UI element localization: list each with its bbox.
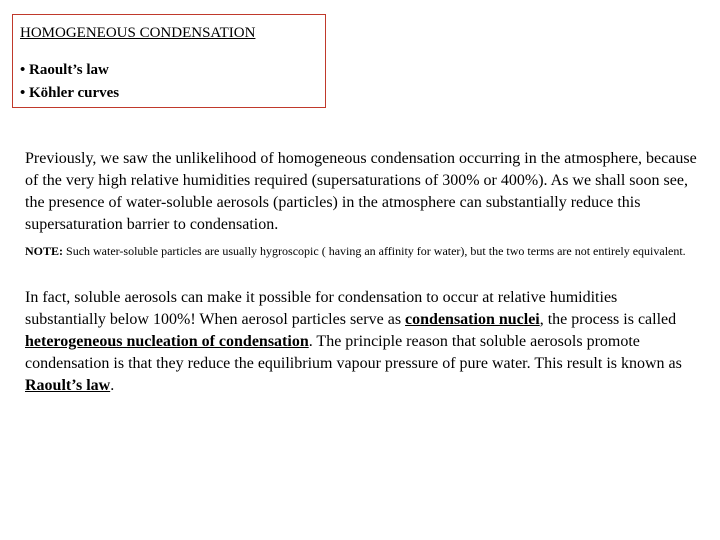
note-text: Such water-soluble particles are usually hygroscopic ( having an affinity for water), but the two terms are not entirely equivalent. [63,244,686,258]
title-box [12,14,326,108]
topic-item-kohler-curves: • Köhler curves [20,85,120,101]
topic-item-raoults-law: • Raoult’s law [20,62,109,78]
explanation-paragraph [25,287,700,397]
explanation-text-3: . The principle reason that soluble aerosols promote condensation is that they reduce the equilibrium vapour pressure of pure water. This result is known as [25,333,682,372]
note-label: NOTE: [25,244,64,258]
topic-list [20,59,325,105]
explanation-text-1: In fact, soluble aerosols can make it possible for condensation to occur at relative humidities substantially below 100%! When aerosol particles serve as [25,289,618,328]
explanation-text-4: . [110,377,115,394]
explanation-text-2: , the process is called [539,311,677,328]
term-condensation-nuclei: condensation nuclei [405,311,540,328]
intro-paragraph: Previously, we saw the unlikelihood of homogeneous condensation occurring in the atmosphere, because of the very high relative humidities required (supersaturations of 300% or 400%). As we shall soon see, the presence of water-soluble aerosols (particles) in the atmosphere can substantially reduce this supersaturation barrier to condensation. [25,150,697,233]
term-heterogeneous-nucleation: heterogeneous nucleation of condensation [25,333,309,350]
slide-title: HOMOGENEOUS CONDENSATION [20,25,256,41]
term-raoults-law: Raoult’s law [25,377,111,394]
note-paragraph [25,243,695,260]
